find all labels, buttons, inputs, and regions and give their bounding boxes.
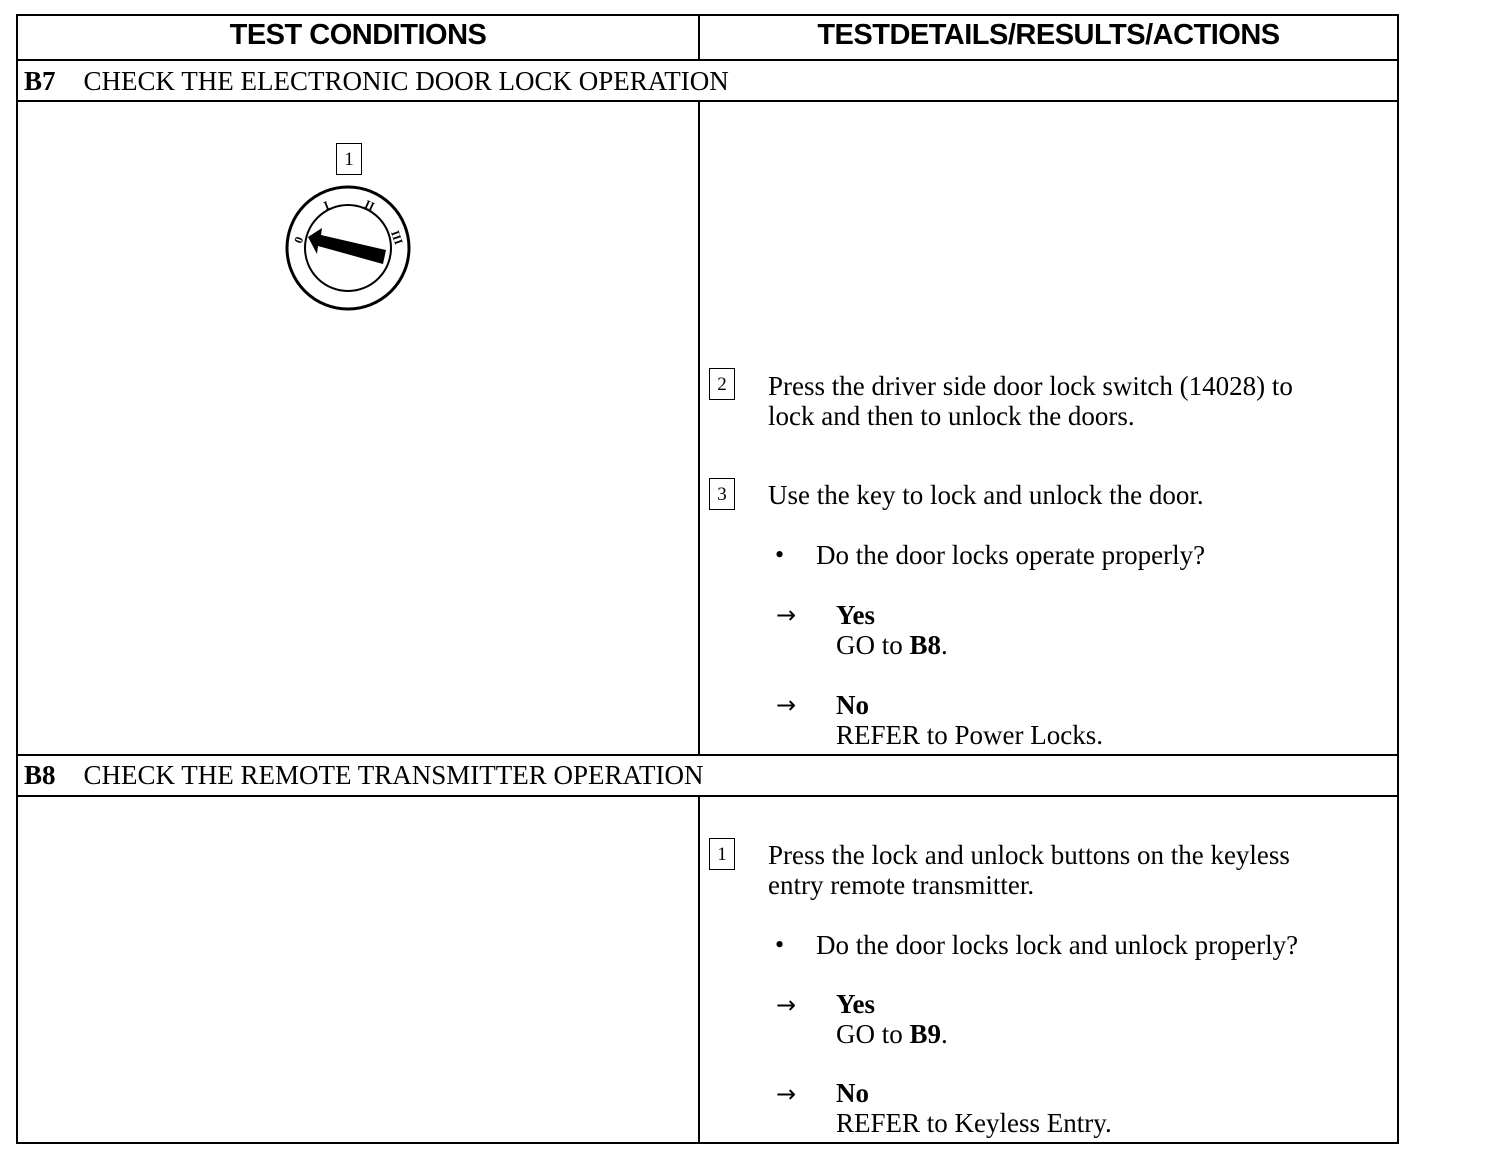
b8-yes-arrow-icon: → [776, 991, 797, 1019]
header-test-conditions: TEST CONDITIONS [229, 19, 487, 51]
ignition-mark-2: II [362, 196, 377, 214]
b7-step3-box: 3 [709, 478, 735, 510]
b7-title: CHECK THE ELECTRONIC DOOR LOCK OPERATION [83, 66, 729, 96]
b7-yes-action-prefix: GO to [836, 630, 910, 660]
b7-bullet: • [775, 540, 785, 569]
b8-bullet: • [775, 930, 785, 959]
b8-no-label: No [836, 1078, 869, 1108]
b8-step1-line1: Press the lock and unlock buttons on the keyless [768, 840, 1290, 870]
b7-no-action: REFER to Power Locks. [836, 720, 1103, 750]
b8-yes-action-suffix: . [941, 1019, 948, 1049]
b7-step2-line2: lock and then to unlock the doors. [768, 401, 1135, 431]
b7-question: Do the door locks operate properly? [816, 540, 1206, 570]
b7-illustration-step-box: 1 [336, 143, 362, 175]
b8-no-action: REFER to Keyless Entry. [836, 1108, 1112, 1138]
b7-code: B7 [24, 66, 56, 96]
table-border-right [1397, 14, 1399, 1144]
header-divider [16, 59, 1399, 61]
table-border-top [16, 14, 1399, 16]
b7-step2-box: 2 [709, 368, 735, 400]
b8-section-title [24, 760, 704, 791]
b8-title-top-divider [16, 754, 1399, 756]
table-border-bottom [16, 1142, 1399, 1144]
b8-yes-label: Yes [836, 989, 875, 1019]
b8-code: B8 [24, 760, 56, 790]
b8-yes-action [836, 1019, 948, 1049]
column-divider-b7 [698, 100, 700, 755]
ignition-mark-3: III [387, 228, 406, 247]
b7-yes-action-suffix: . [941, 630, 948, 660]
table-border-left [16, 14, 18, 1144]
b8-yes-action-prefix: GO to [836, 1019, 910, 1049]
column-divider-b8 [698, 795, 700, 1144]
b7-section-title [24, 66, 729, 97]
b7-step2-line1: Press the driver side door lock switch (14028) to [768, 371, 1293, 401]
ignition-switch-icon [278, 180, 418, 315]
b7-yes-action [836, 630, 948, 660]
b7-no-label: No [836, 690, 869, 720]
header-test-details: TESTDETAILS/RESULTS/ACTIONS [817, 19, 1280, 51]
b8-question: Do the door locks lock and unlock properly? [816, 930, 1299, 960]
b8-no-arrow-icon: → [776, 1080, 797, 1108]
b8-yes-action-target: B9 [909, 1019, 942, 1049]
b7-yes-label: Yes [836, 600, 875, 630]
b8-step1-box: 1 [709, 838, 735, 870]
b7-yes-arrow-icon: → [776, 601, 797, 629]
b7-step3-line1: Use the key to lock and unlock the door. [768, 480, 1204, 510]
b8-title: CHECK THE REMOTE TRANSMITTER OPERATION [83, 760, 704, 790]
ignition-mark-1: I [321, 197, 332, 213]
b7-title-divider [16, 100, 1399, 102]
ignition-mark-0: 0 [291, 234, 307, 246]
b7-no-arrow-icon: → [776, 691, 797, 719]
b7-yes-action-target: B8 [909, 630, 942, 660]
b8-title-divider [16, 795, 1399, 797]
b8-step1-line2: entry remote transmitter. [768, 870, 1035, 900]
